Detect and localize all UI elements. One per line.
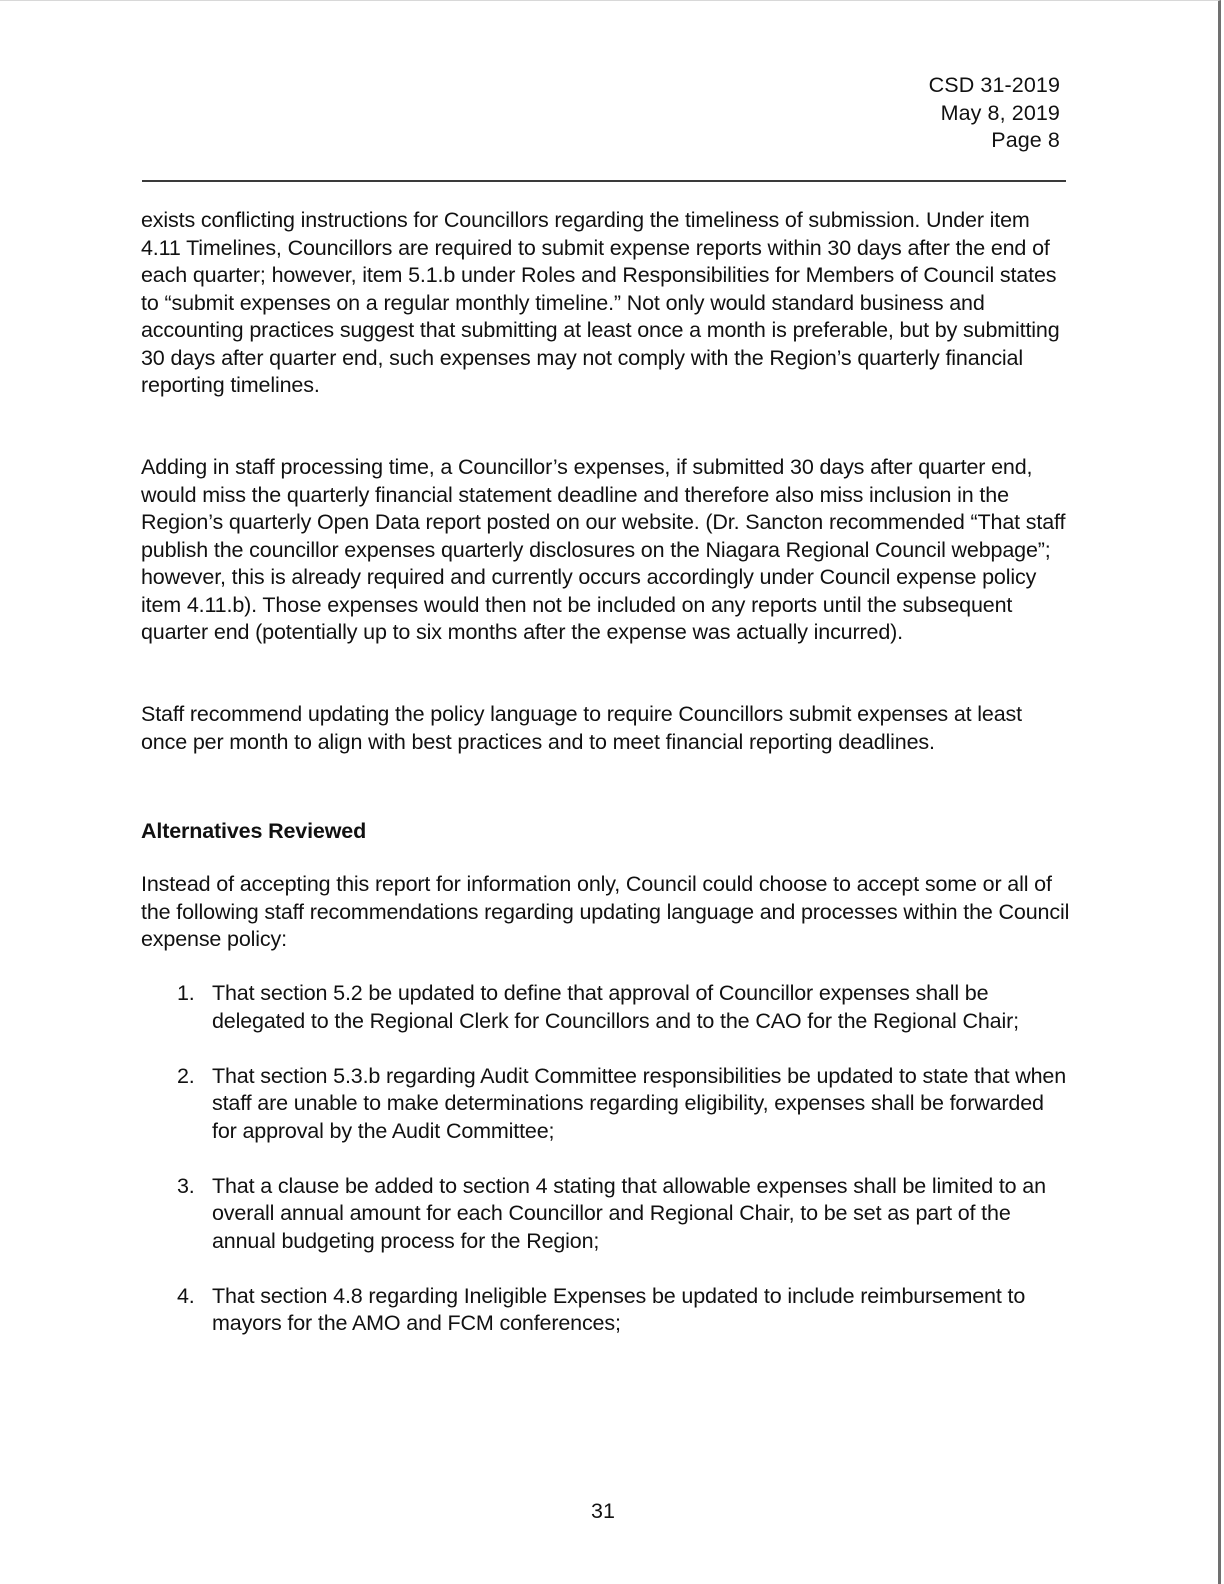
list-item-text: That a clause be added to section 4 stating that allowable expenses shall be limited to an overall annual amount for each Councillor and Regional Chair, to be set as part of the annual budgeting process for the Region; <box>212 1173 1046 1253</box>
footer-page-number: 31 <box>591 1499 615 1523</box>
paragraph-alternatives-intro: Instead of accepting this report for information only, Council could choose to accept some or all of the following staff recommendations regarding updating language and processes within the Council expense policy: <box>141 872 1070 951</box>
list-item-text: That section 4.8 regarding Ineligible Expenses be updated to include reimbursement to mayors for the AMO and FCM conferences; <box>212 1283 1026 1335</box>
page-label: Page 8 <box>991 128 1060 152</box>
list-item-number: 2. <box>177 1063 195 1088</box>
page-header <box>929 72 1060 155</box>
report-date: May 8, 2019 <box>940 100 1060 125</box>
header-divider <box>142 180 1066 182</box>
list-item <box>177 1173 1067 1256</box>
recommendations-list <box>177 980 1067 1365</box>
list-item-text: That section 5.2 be updated to define that approval of Councillor expenses shall be delegated to the Regional Clerk for Councillors and to the CAO for the Regional Chair; <box>212 981 1019 1033</box>
paragraph-staff-recommendation: Staff recommend updating the policy language to require Councillors submit expenses at least once per month to align with best practices and to meet financial reporting deadlines. <box>141 702 1022 754</box>
list-item-number: 3. <box>177 1173 195 1198</box>
paragraph-submission-timeliness: exists conflicting instructions for Councillors regarding the timeliness of submission. Under item 4.11 Timelines, Councillors are required to submit expense reports within 30 days after the end of each quarter; however, item 5.1.b under Roles and Responsibilities for Members of Council states to “submit expenses on a regular monthly timeline.” Not only would standard business and accounting practices suggest that submitting at least once a month is preferable, but by submitting 30 days after quarter end, such expenses may not comply with the Region’s quarterly financial reporting timelines. <box>141 208 1060 397</box>
list-item <box>177 1063 1067 1146</box>
list-item-text: That section 5.3.b regarding Audit Committee responsibilities be updated to state that when staff are unable to make determinations regarding eligibility, expenses shall be forwarded for approval by the Audit Committee; <box>212 1063 1067 1143</box>
report-id: CSD 31-2019 <box>928 73 1060 97</box>
list-item <box>177 980 1067 1035</box>
paragraph-processing-time: Adding in staff processing time, a Councillor’s expenses, if submitted 30 days after quarter end, would miss the quarterly financial statement deadline and therefore also miss inclusion in the Region’s quarterly Open Data report posted on our website. (Dr. Sancton recommended “That staff publish the councillor expenses quarterly disclosures on the Niagara Regional Council webpage”; however, this is already required and currently occurs accordingly under Council expense policy item 4.11.b). Those expenses would then not be included on any reports until the subsequent quarter end (potentially up to six months after the expense was actually incurred). <box>141 455 1066 644</box>
list-item <box>177 1283 1067 1338</box>
section-heading-alternatives: Alternatives Reviewed <box>141 819 367 843</box>
list-item-number: 1. <box>177 981 195 1005</box>
list-item-number: 4. <box>177 1283 195 1308</box>
